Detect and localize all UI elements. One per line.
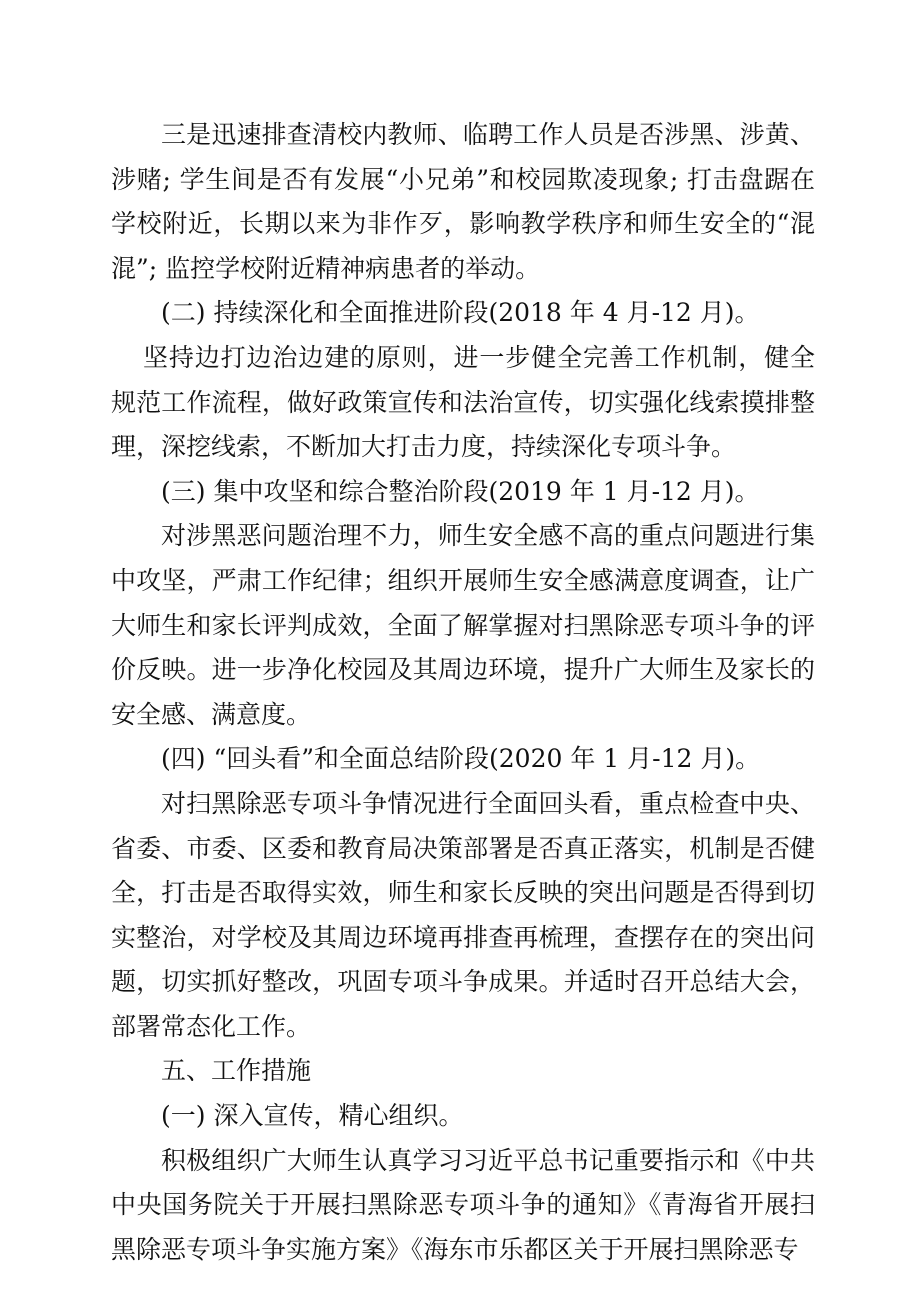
paragraph-phase-four: 对扫黑除恶专项斗争情况进行全面回头看，重点检查中央、省委、市委、区委和教育局决策部署是否真正落实，机制是否健全，打击是否取得实效，师生和家长反映的突出问题是否得到切实整治，对学校及其周边环境再排查再梳理，查摆存在的突出问题，切实抓好整改，巩固专项斗争成果。并适时召开总结大会，部署常态化工作。 bbox=[111, 788, 815, 1041]
paragraph-measure-one: 积极组织广大师生认真学习习近平总书记重要指示和《中共中央国务院关于开展扫黑除恶专项斗争的通知》《青海省开展扫黑除恶专项斗争实施方案》《海东市乐都区关于开展扫黑除恶专 bbox=[111, 1145, 815, 1264]
heading-section-five: 五、工作措施 bbox=[161, 1056, 312, 1086]
paragraph-phase-two: 坚持边打边治边建的原则，进一步健全完善工作机制，健全规范工作流程，做好政策宣传和法治宣传，切实强化线索摸排整理，深挖线索，不断加大打击力度，持续深化专项斗争。 bbox=[111, 342, 815, 462]
heading-measure-one: (一) 深入宣传，精心组织。 bbox=[161, 1101, 464, 1131]
paragraph-phase-three: 对涉黑恶问题治理不力，师生安全感不高的重点问题进行集中攻坚，严肃工作纪律；组织开展师生安全感满意度调查，让广大师生和家长评判成效，全面了解掌握对扫黑除恶专项斗争的评价反映。进一步净化校园及其周边环境，提升广大师生及家长的安全感、满意度。 bbox=[111, 521, 815, 729]
heading-phase-two: (二) 持续深化和全面推进阶段(2018 年 4 月-12 月)。 bbox=[161, 298, 760, 328]
paragraph-investigation: 三是迅速排查清校内教师、临聘工作人员是否涉黑、涉黄、涉赌; 学生间是否有发展“小兄弟”和校园欺凌现象; 打击盘踞在学校附近，长期以来为非作歹，影响教学秩序和师生安全的“混混”; 监控学校附近精神病患者的举动。 bbox=[111, 120, 815, 283]
heading-phase-four: (四) “回头看”和全面总结阶段(2020 年 1 月-12 月)。 bbox=[161, 744, 761, 774]
document-body bbox=[111, 113, 815, 1272]
heading-phase-three: (三) 集中攻坚和综合整治阶段(2019 年 1 月-12 月)。 bbox=[161, 476, 760, 506]
